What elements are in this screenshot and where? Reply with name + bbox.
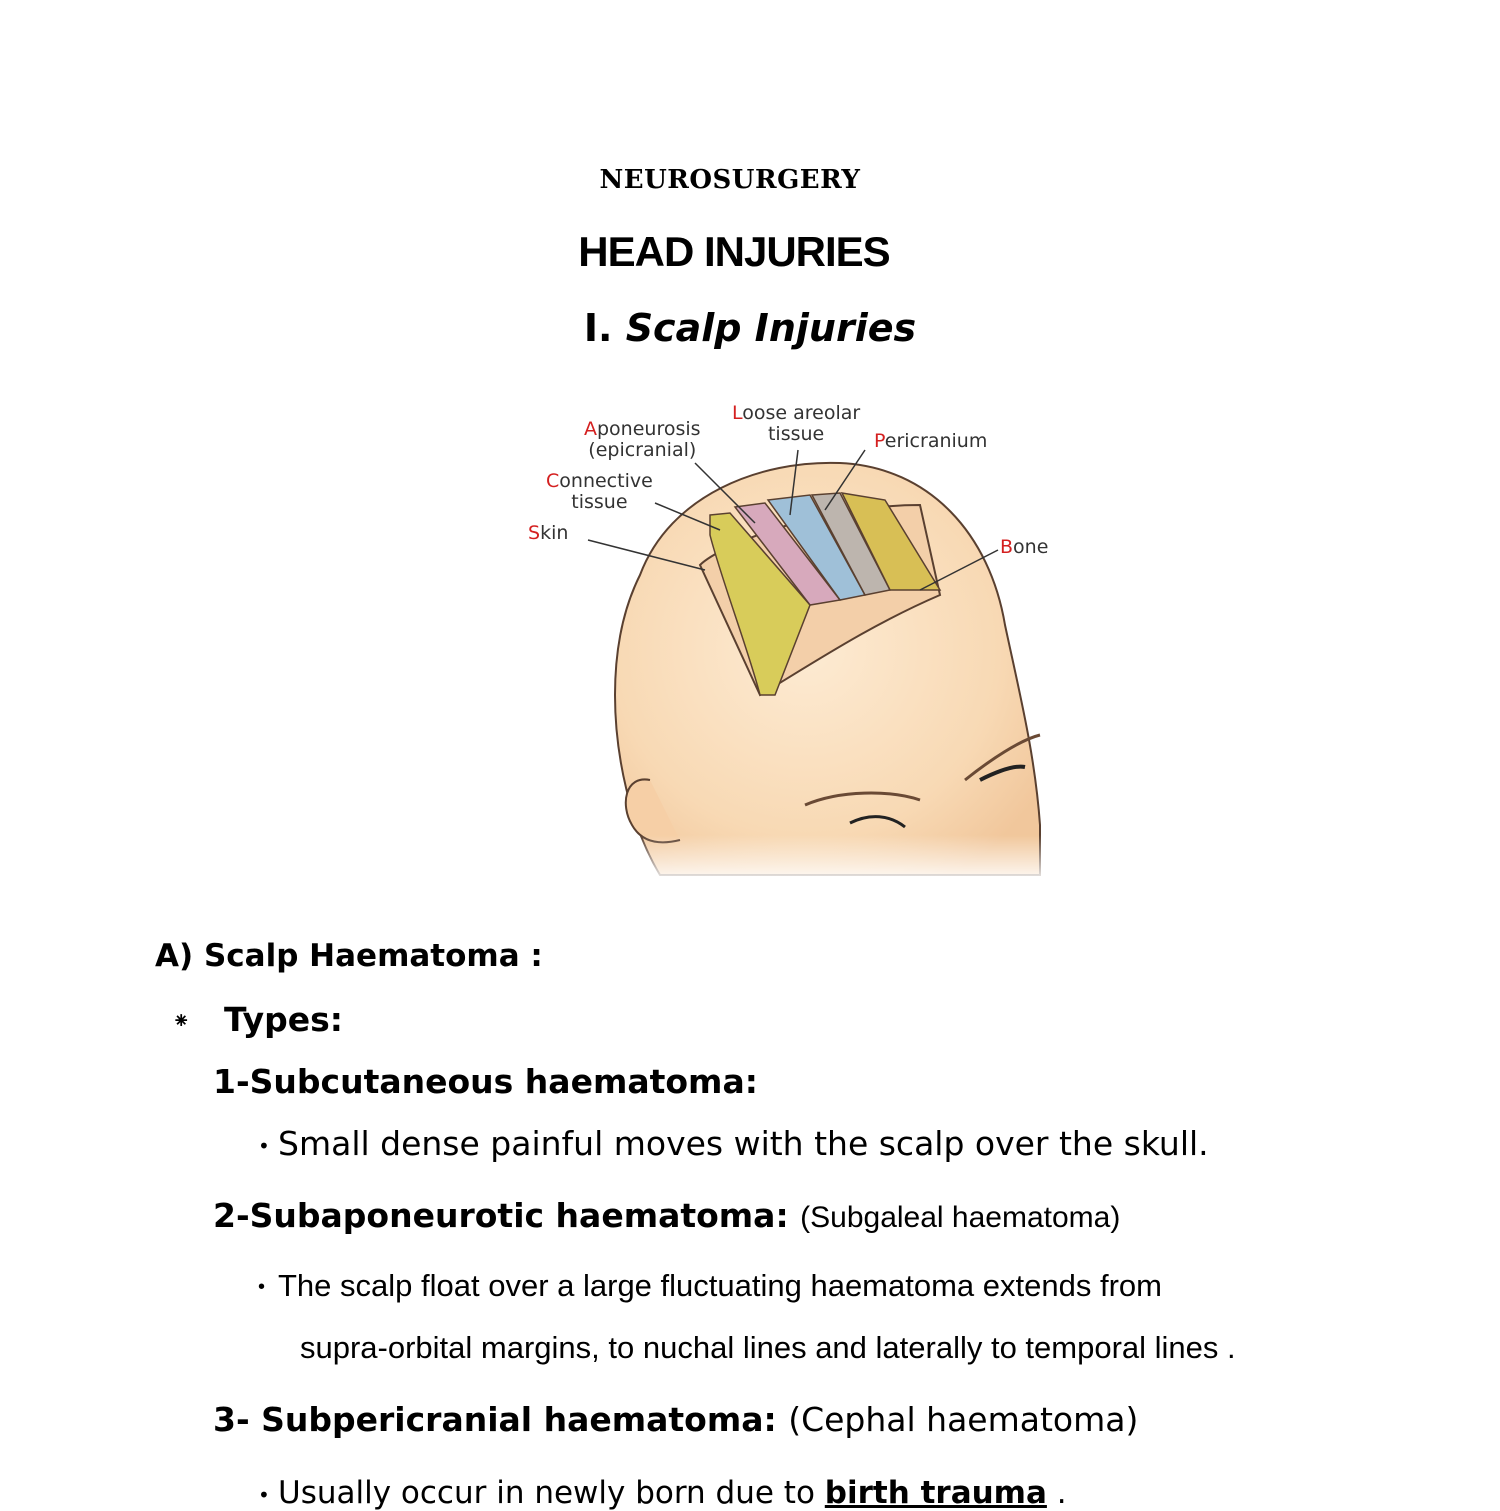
bullet-icon: •	[258, 1276, 266, 1299]
label-connective-tissue: Connective tissue	[546, 470, 653, 513]
type3-title: 3- Subpericranial haematoma:	[213, 1400, 777, 1439]
course-title: NEUROSURGERY	[599, 165, 861, 195]
page-title: HEAD INJURIES	[578, 228, 890, 275]
types-label: Types:	[224, 1000, 343, 1039]
type2-heading	[213, 1196, 1120, 1235]
label-skin: Skin	[528, 522, 569, 544]
type3-bullet	[258, 1475, 1067, 1511]
type2-bullet-line2: supra-orbital margins, to nuchal lines and laterally to temporal lines .	[300, 1330, 1236, 1365]
bullet-icon: •	[258, 1482, 270, 1507]
types-heading	[172, 1000, 343, 1039]
type3-bullet-prefix: Usually occur in newly born due to	[278, 1475, 825, 1511]
asterisk-icon: ⁕	[172, 1009, 191, 1034]
type1-bullet-text: Small dense painful moves with the scalp over the skull.	[278, 1124, 1209, 1163]
type2-bullet	[258, 1268, 1162, 1304]
type1-bullet	[258, 1124, 1209, 1163]
type2-alt-name: (Subgaleal haematoma)	[800, 1201, 1121, 1234]
type3-bullet-suffix: .	[1046, 1475, 1067, 1511]
label-pericranium: Pericranium	[874, 430, 988, 452]
type3-heading	[213, 1400, 1138, 1439]
type3-bullet-strong: birth trauma	[824, 1475, 1047, 1511]
label-aponeurosis: Aponeurosis (epicranial)	[584, 418, 701, 461]
section-number: I.	[583, 306, 613, 350]
section-name: Scalp Injuries	[625, 306, 917, 350]
type2-bullet-line1: The scalp float over a large fluctuating haematoma extends from	[278, 1268, 1162, 1303]
scalp-layers-illustration	[520, 395, 1080, 885]
type2-title: 2-Subaponeurotic haematoma:	[213, 1196, 789, 1235]
bullet-icon: •	[258, 1133, 270, 1158]
section-title	[0, 306, 1500, 350]
type1-title: 1-Subcutaneous haematoma:	[213, 1062, 758, 1101]
heading-scalp-haematoma: A) Scalp Haematoma :	[155, 938, 543, 974]
scalp-layers-drawing	[520, 395, 1080, 885]
type3-alt-name: (Cephal haematoma)	[788, 1400, 1139, 1439]
label-loose-areolar-tissue: Loose areolar tissue	[732, 402, 861, 445]
label-bone: Bone	[1000, 536, 1049, 558]
